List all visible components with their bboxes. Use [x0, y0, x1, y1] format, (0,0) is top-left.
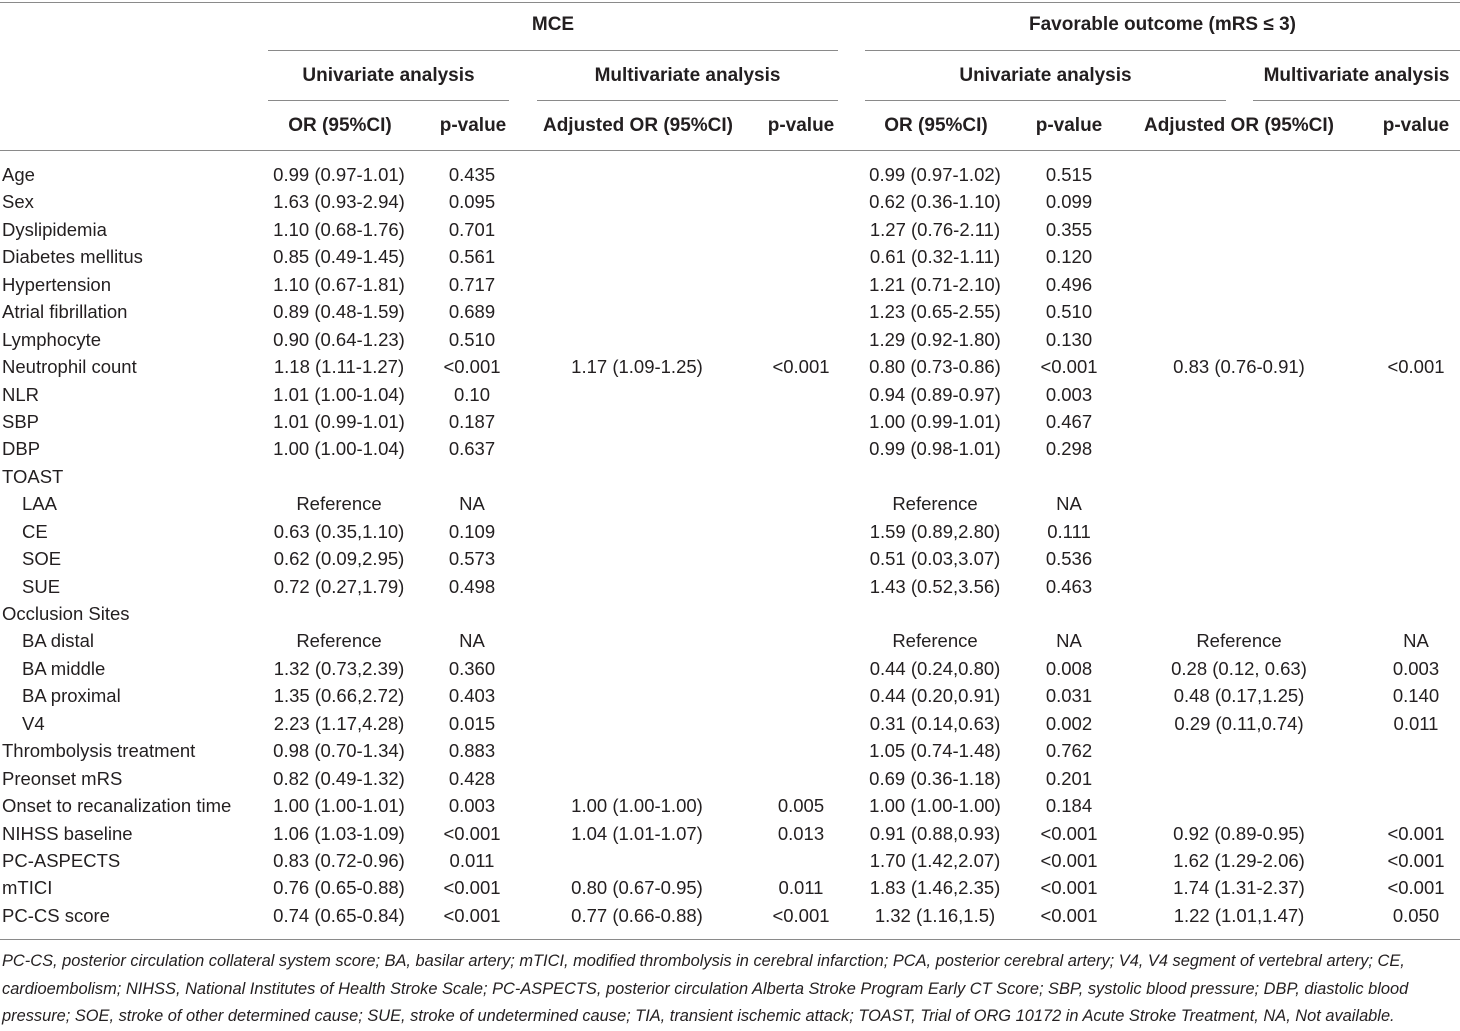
header-fav-multi-or: Adjusted OR (95%CI) [1143, 115, 1335, 136]
header-fav-multi-p: p-value [1382, 115, 1450, 136]
cell-fav-univariate-p: 0.355 [1045, 218, 1093, 240]
cell-mce-univariate-or: 0.99 (0.97-1.01) [273, 164, 405, 185]
row-label: SUE [22, 575, 61, 597]
row-label: CE [22, 520, 48, 542]
table-row [0, 381, 1460, 408]
row-label: NLR [2, 383, 40, 405]
cell-fav-univariate-or: 1.23 (0.65-2.55) [869, 301, 1001, 323]
row-label: Atrial fibrillation [2, 301, 128, 323]
cell-fav-univariate-or: 1.29 (0.92-1.80) [869, 328, 1001, 350]
cell-mce-univariate-or: 1.00 (1.00-1.01) [273, 795, 405, 817]
cell-mce-multivariate-p: 0.005 [777, 795, 825, 817]
fav-multivariate-underline [1253, 100, 1460, 101]
cell-fav-univariate-or: 1.05 (0.74-1.48) [869, 740, 1001, 762]
cell-fav-multivariate-p: 0.140 [1392, 685, 1440, 707]
cell-mce-univariate-p: 0.109 [448, 520, 496, 542]
cell-mce-univariate-or: 0.72 (0.27,1.79) [273, 575, 405, 597]
row-label: BA proximal [22, 685, 121, 707]
cell-mce-univariate-or: 0.90 (0.64-1.23) [273, 328, 405, 350]
mce-univariate-underline [268, 100, 509, 101]
cell-fav-multivariate-p: NA [1403, 630, 1429, 652]
cell-fav-univariate-p: 0.008 [1045, 657, 1093, 679]
header-bottom-rule [0, 150, 1460, 151]
table-row [0, 765, 1460, 792]
cell-mce-multivariate-p: <0.001 [772, 904, 830, 926]
cell-mce-univariate-or: 1.01 (1.00-1.04) [273, 383, 405, 405]
cell-fav-univariate-or: 1.83 (1.46,2.35) [869, 877, 1001, 899]
table-row [0, 161, 1460, 188]
header-mce-multivariate: Multivariate analysis [594, 65, 781, 86]
table-row [0, 463, 1460, 490]
table-body [0, 161, 1460, 929]
cell-fav-univariate-or: 0.91 (0.88,0.93) [869, 822, 1001, 844]
cell-fav-multivariate-or: 0.92 (0.89-0.95) [1173, 822, 1305, 844]
cell-mce-univariate-or: 0.98 (0.70-1.34) [273, 740, 405, 762]
cell-fav-multivariate-or: 1.22 (1.01,1.47) [1173, 904, 1305, 926]
cell-fav-univariate-p: 0.031 [1045, 685, 1093, 707]
row-label: PC-CS score [2, 904, 110, 926]
row-label: DBP [2, 438, 41, 460]
cell-mce-univariate-or: Reference [296, 493, 382, 515]
row-label: Lymphocyte [2, 328, 102, 350]
cell-mce-univariate-or: 0.83 (0.72-0.96) [273, 849, 405, 871]
table-row [0, 216, 1460, 243]
table-row [0, 847, 1460, 874]
cell-mce-univariate-p: <0.001 [443, 356, 501, 378]
cell-mce-univariate-or: 1.32 (0.73,2.39) [273, 657, 405, 679]
header-mce-univariate: Univariate analysis [302, 65, 475, 86]
cell-mce-univariate-or: 0.74 (0.65-0.84) [273, 904, 405, 926]
cell-mce-univariate-p: 0.701 [448, 218, 496, 240]
header-fav-multivariate: Multivariate analysis [1263, 65, 1450, 86]
cell-fav-univariate-or: 0.99 (0.97-1.02) [869, 164, 1001, 185]
row-label: Hypertension [2, 273, 112, 295]
table-row [0, 682, 1460, 709]
cell-mce-univariate-p: <0.001 [443, 904, 501, 926]
table-row [0, 518, 1460, 545]
table-row [0, 408, 1460, 435]
cell-mce-univariate-or: 1.00 (1.00-1.04) [273, 438, 405, 460]
cell-fav-univariate-p: 0.496 [1045, 273, 1093, 295]
cell-fav-univariate-or: 1.43 (0.52,3.56) [869, 575, 1001, 597]
cell-fav-univariate-or: 1.21 (0.71-2.10) [869, 273, 1001, 295]
cell-fav-univariate-p: <0.001 [1040, 904, 1098, 926]
row-label: Neutrophil count [2, 356, 137, 378]
cell-mce-univariate-or: 0.63 (0.35,1.10) [273, 520, 405, 542]
table-row [0, 490, 1460, 517]
cell-mce-univariate-or: 0.85 (0.49-1.45) [273, 246, 405, 268]
cell-mce-univariate-p: 0.637 [448, 438, 496, 460]
cell-fav-univariate-or: 0.69 (0.36-1.18) [869, 767, 1001, 789]
cell-fav-univariate-p: 0.099 [1045, 191, 1093, 213]
cell-fav-multivariate-or: 0.28 (0.12, 0.63) [1171, 657, 1307, 679]
cell-fav-multivariate-p: <0.001 [1387, 849, 1445, 871]
cell-fav-univariate-p: 0.130 [1045, 328, 1093, 350]
row-label: BA distal [22, 630, 94, 652]
cell-fav-univariate-or: 0.51 (0.03,3.07) [869, 548, 1001, 570]
footnote-line: pressure; SOE, stroke of other determined cause; SUE, stroke of undetermined cause; TIA, transient ischemic attack; TOAST, Trial of ORG 10172 in Acute Stroke Treatment, NA, Not available. [2, 1007, 1395, 1025]
row-label: Occlusion Sites [2, 603, 130, 624]
row-label: BA middle [22, 657, 106, 679]
cell-mce-univariate-or: Reference [296, 630, 382, 652]
cell-mce-univariate-p: 0.011 [449, 849, 495, 871]
row-label: Diabetes mellitus [2, 246, 143, 268]
cell-fav-univariate-or: Reference [892, 493, 978, 515]
cell-fav-univariate-p: <0.001 [1040, 849, 1098, 871]
fav-univariate-underline [865, 100, 1226, 101]
cell-fav-univariate-or: 0.44 (0.24,0.80) [869, 657, 1001, 679]
cell-fav-multivariate-or: 1.74 (1.31-2.37) [1173, 877, 1305, 899]
row-label: SBP [2, 410, 40, 432]
cell-fav-univariate-p: 0.003 [1045, 383, 1093, 405]
cell-mce-univariate-p: NA [459, 630, 485, 652]
cell-mce-univariate-or: 1.10 (0.67-1.81) [273, 273, 405, 295]
cell-fav-univariate-or: 1.00 (1.00-1.00) [869, 795, 1001, 817]
cell-mce-univariate-p: 0.10 [453, 383, 490, 405]
row-label: TOAST [2, 465, 64, 487]
cell-mce-univariate-or: 1.01 (0.99-1.01) [273, 410, 405, 432]
cell-fav-univariate-p: 0.467 [1045, 410, 1093, 432]
cell-fav-univariate-p: <0.001 [1040, 877, 1098, 899]
table-row [0, 792, 1460, 819]
cell-fav-multivariate-p: <0.001 [1387, 877, 1445, 899]
cell-fav-univariate-or: 1.59 (0.89,2.80) [869, 520, 1001, 542]
cell-fav-univariate-p: 0.515 [1045, 164, 1093, 185]
row-label: mTICI [2, 877, 53, 899]
cell-fav-univariate-or: 0.94 (0.89-0.97) [869, 383, 1001, 405]
cell-mce-univariate-p: 0.510 [448, 328, 496, 350]
cell-fav-univariate-p: 0.298 [1045, 438, 1093, 460]
cell-mce-multivariate-or: 1.04 (1.01-1.07) [571, 822, 703, 844]
cell-mce-univariate-p: <0.001 [443, 822, 501, 844]
cell-mce-univariate-p: 0.498 [448, 575, 496, 597]
header-mce-uni-p: p-value [439, 115, 507, 136]
table-row [0, 271, 1460, 298]
cell-mce-univariate-or: 0.76 (0.65-0.88) [273, 877, 405, 899]
cell-fav-univariate-p: 0.111 [1047, 520, 1091, 542]
cell-mce-multivariate-p: 0.013 [777, 822, 825, 844]
row-label: Thrombolysis treatment [2, 740, 196, 762]
cell-fav-univariate-p: 0.002 [1045, 712, 1093, 734]
cell-mce-univariate-p: 0.187 [448, 410, 496, 432]
row-label: SOE [22, 548, 62, 570]
cell-fav-multivariate-or: Reference [1196, 630, 1282, 652]
header-mce-multi-p: p-value [767, 115, 835, 136]
mce-multivariate-underline [537, 100, 838, 101]
cell-fav-multivariate-p: <0.001 [1387, 822, 1445, 844]
cell-fav-univariate-p: 0.762 [1045, 740, 1093, 762]
table-row [0, 545, 1460, 572]
table-row [0, 902, 1460, 929]
top-rule [0, 2, 1460, 3]
cell-fav-univariate-or: 0.31 (0.14,0.63) [869, 712, 1001, 734]
cell-fav-multivariate-p: <0.001 [1387, 356, 1445, 378]
cell-mce-univariate-or: 1.35 (0.66,2.72) [273, 685, 405, 707]
table-row [0, 627, 1460, 654]
cell-mce-multivariate-or: 1.00 (1.00-1.00) [571, 795, 703, 817]
cell-mce-univariate-p: 0.095 [448, 191, 496, 213]
table-row [0, 573, 1460, 600]
table-row [0, 353, 1460, 380]
cell-fav-multivariate-or: 1.62 (1.29-2.06) [1173, 849, 1305, 871]
cell-mce-multivariate-p: <0.001 [772, 356, 830, 378]
cell-mce-univariate-p: NA [459, 493, 485, 515]
table-row [0, 298, 1460, 325]
table-row [0, 874, 1460, 901]
row-label: Age [2, 164, 35, 185]
cell-mce-univariate-p: 0.015 [448, 712, 496, 734]
cell-fav-univariate-p: 0.184 [1045, 795, 1093, 817]
row-label: LAA [22, 493, 57, 515]
cell-mce-multivariate-or: 0.77 (0.66-0.88) [571, 904, 703, 926]
mce-underline [268, 50, 838, 51]
cell-fav-univariate-p: 0.463 [1045, 575, 1093, 597]
cell-fav-univariate-or: 1.00 (0.99-1.01) [869, 410, 1001, 432]
cell-mce-univariate-p: 0.689 [448, 301, 496, 323]
table-row [0, 600, 1460, 627]
cell-mce-univariate-p: 0.003 [448, 795, 496, 817]
cell-mce-univariate-or: 2.23 (1.17,4.28) [273, 712, 405, 734]
header-fav-univariate: Univariate analysis [959, 65, 1132, 86]
cell-fav-univariate-p: <0.001 [1040, 356, 1098, 378]
cell-fav-univariate-p: NA [1056, 630, 1082, 652]
cell-mce-univariate-or: 0.82 (0.49-1.32) [273, 767, 405, 789]
cell-mce-univariate-or: 1.06 (1.03-1.09) [273, 822, 405, 844]
table-row [0, 326, 1460, 353]
cell-fav-univariate-p: 0.120 [1045, 246, 1093, 268]
cell-mce-univariate-p: 0.435 [448, 164, 496, 185]
cell-mce-multivariate-or: 0.80 (0.67-0.95) [571, 877, 703, 899]
table-row [0, 188, 1460, 215]
cell-mce-univariate-p: 0.561 [448, 246, 496, 268]
cell-fav-univariate-or: 1.27 (0.76-2.11) [869, 218, 1001, 240]
cell-mce-univariate-p: 0.428 [448, 767, 496, 789]
header-favorable-outcome: Favorable outcome (mRS ≤ 3) [1029, 14, 1296, 35]
cell-fav-univariate-or: 0.61 (0.32-1.11) [869, 246, 1001, 268]
cell-mce-univariate-or: 0.62 (0.09,2.95) [273, 548, 405, 570]
cell-fav-multivariate-or: 0.83 (0.76-0.91) [1173, 356, 1305, 378]
header-fav-uni-or: OR (95%CI) [884, 115, 988, 136]
row-label: Dyslipidemia [2, 218, 107, 240]
table-row [0, 737, 1460, 764]
header-mce: MCE [531, 14, 575, 35]
cell-fav-univariate-or: 1.70 (1.42,2.07) [869, 849, 1001, 871]
cell-fav-univariate-or: 0.44 (0.20,0.91) [869, 685, 1001, 707]
cell-mce-univariate-or: 1.10 (0.68-1.76) [273, 218, 405, 240]
table-footnote [2, 948, 1458, 1031]
cell-fav-univariate-or: 0.80 (0.73-0.86) [869, 356, 1001, 378]
header-fav-uni-p: p-value [1035, 115, 1103, 136]
cell-fav-univariate-or: 0.99 (0.98-1.01) [869, 438, 1001, 460]
row-label: Sex [2, 191, 34, 213]
table-bottom-rule [0, 939, 1460, 940]
cell-mce-univariate-p: 0.573 [448, 548, 496, 570]
cell-fav-univariate-or: Reference [892, 630, 978, 652]
cell-fav-univariate-or: 1.32 (1.16,1.5) [874, 904, 996, 926]
cell-mce-univariate-p: 0.717 [448, 273, 496, 295]
cell-fav-univariate-p: <0.001 [1040, 822, 1098, 844]
footnote-line: PC-CS, posterior circulation collateral system score; BA, basilar artery; mTICI, modified thrombolysis in cerebral infarction; PCA, posterior cerebral artery; V4, V4 segment of vertebral artery; CE, [2, 952, 1405, 970]
cell-fav-multivariate-p: 0.003 [1392, 657, 1440, 679]
favorable-underline [865, 50, 1460, 51]
cell-mce-univariate-p: <0.001 [443, 877, 501, 899]
table-row [0, 655, 1460, 682]
cell-fav-univariate-p: 0.510 [1045, 301, 1093, 323]
cell-fav-multivariate-or: 0.29 (0.11,0.74) [1174, 712, 1304, 734]
row-label: V4 [22, 712, 45, 734]
cell-fav-multivariate-p: 0.050 [1392, 904, 1440, 926]
cell-mce-univariate-p: 0.403 [448, 685, 496, 707]
table-row [0, 435, 1460, 462]
header-mce-multi-or: Adjusted OR (95%CI) [542, 115, 734, 136]
table-row [0, 820, 1460, 847]
cell-mce-univariate-p: 0.883 [448, 740, 496, 762]
footnote-line: cardioembolism; NIHSS, National Institutes of Health Stroke Scale; PC-ASPECTS, posterior circulation Alberta Stroke Program Early CT Score; SBP, systolic blood pressure; DBP, diastolic blood [2, 979, 1409, 998]
cell-mce-univariate-p: 0.360 [448, 657, 496, 679]
cell-mce-univariate-or: 0.89 (0.48-1.59) [273, 301, 405, 323]
cell-fav-multivariate-or: 0.48 (0.17,1.25) [1173, 685, 1305, 707]
cell-mce-multivariate-or: 1.17 (1.09-1.25) [571, 356, 703, 378]
cell-fav-univariate-or: 0.62 (0.36-1.10) [869, 191, 1001, 213]
row-label: Onset to recanalization time [2, 795, 232, 817]
cell-mce-univariate-or: 1.18 (1.11-1.27) [273, 356, 405, 378]
row-label: PC-ASPECTS [2, 849, 121, 871]
cell-fav-univariate-p: NA [1056, 493, 1082, 515]
header-mce-uni-or: OR (95%CI) [288, 115, 392, 136]
table-row [0, 710, 1460, 737]
row-label: Preonset mRS [2, 767, 123, 789]
cell-fav-univariate-p: 0.201 [1045, 767, 1093, 789]
cell-fav-multivariate-p: 0.011 [1393, 712, 1439, 734]
cell-mce-multivariate-p: 0.011 [778, 877, 824, 899]
cell-mce-univariate-or: 1.63 (0.93-2.94) [273, 191, 405, 213]
cell-fav-univariate-p: 0.536 [1045, 548, 1093, 570]
row-label: NIHSS baseline [2, 822, 133, 844]
table-row [0, 243, 1460, 270]
